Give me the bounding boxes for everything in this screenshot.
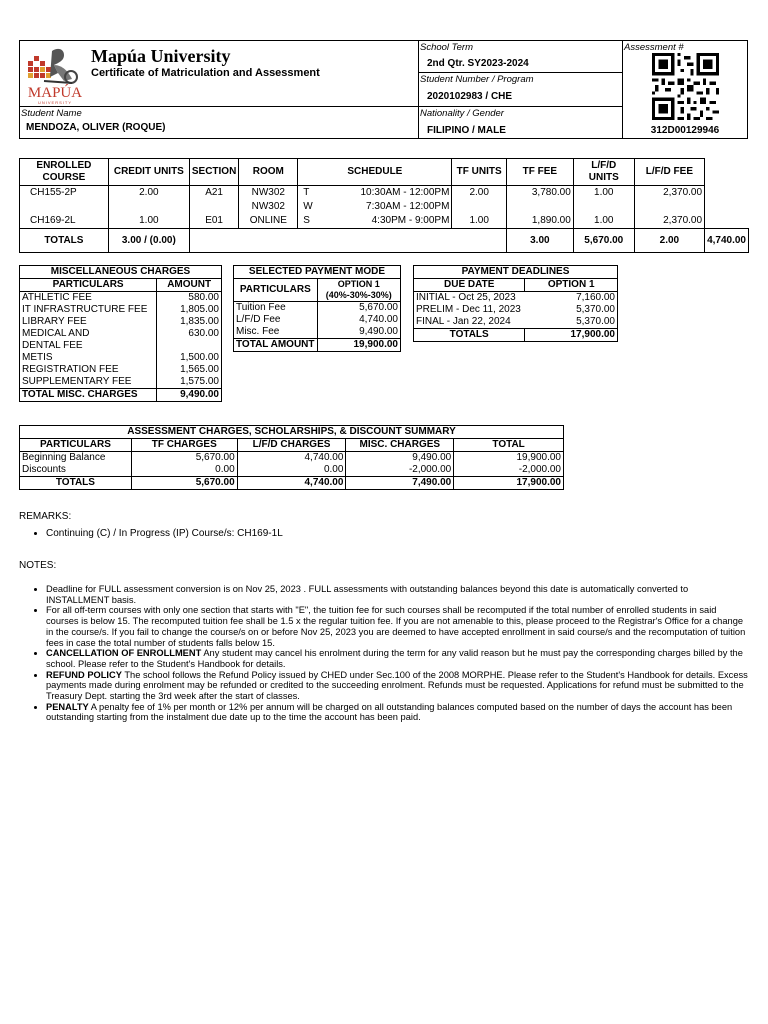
note-title: CANCELLATION OF ENROLLMENT (46, 648, 202, 659)
schedule-day: T (303, 187, 310, 198)
table-row (20, 316, 222, 328)
note-title: REFUND POLICY (46, 669, 122, 680)
school-term-label: School Term (420, 42, 473, 53)
table-row (414, 304, 618, 316)
column-header: PARTICULARS (234, 279, 318, 302)
totals-tf-fee: 5,670.00 (573, 229, 634, 253)
misc-particular: SUPPLEMENTARY FEE (22, 376, 132, 387)
column-header: SCHEDULE (298, 159, 452, 186)
payment-total-label: TOTAL AMOUNT (234, 339, 318, 352)
column-header: OPTION 1 (525, 279, 618, 292)
remark-item: • Continuing (C) / In Progress (IP) Course/s: CH169-1L (46, 527, 283, 540)
summary-lfd: 4,740.00 (237, 452, 346, 465)
column-header: TOTAL (454, 439, 564, 452)
nationality-label: Nationality / Gender (420, 108, 504, 119)
school-term: 2nd Qtr. SY2023-2024 (427, 58, 529, 69)
column-header: CREDIT UNITS (108, 159, 189, 186)
misc-particular: MEDICAL AND DENTAL FEE (22, 328, 90, 351)
summary-misc: -2,000.00 (346, 464, 454, 477)
misc-particular: REGISTRATION FEE (22, 364, 119, 375)
misc-title: MISCELLANEOUS CHARGES (20, 266, 222, 279)
note-item (46, 702, 751, 723)
note-item (46, 648, 751, 669)
summary-total: -2,000.00 (518, 464, 561, 475)
deadlines-total: 17,900.00 (525, 329, 618, 342)
misc-amount: 1,565.00 (157, 364, 222, 376)
table-row (20, 292, 222, 305)
totals-row (20, 229, 749, 253)
lfd-fee (634, 200, 704, 214)
payment-amount: 9,490.00 (317, 326, 400, 339)
column-header: L/F/D CHARGES (237, 439, 346, 452)
table-row (234, 314, 401, 326)
student-number: 2020102983 / CHE (427, 91, 513, 102)
room: ONLINE (239, 214, 298, 229)
document-subtitle: Certificate of Matriculation and Assessment (91, 67, 320, 79)
table-row (20, 186, 749, 201)
schedule (298, 214, 452, 229)
notes-list (19, 584, 751, 723)
table-row (20, 376, 222, 389)
payment-particular: Misc. Fee (236, 326, 280, 337)
column-header: TF UNITS (452, 159, 507, 186)
summary-totals-misc: 7,490.00 (346, 477, 454, 490)
tf-fee: 1,890.00 (506, 214, 573, 229)
misc-particular: IT INFRASTRUCTURE FEE (22, 304, 148, 315)
student-name: MENDOZA, OLIVER (ROQUE) (26, 122, 166, 133)
lfd-fee: 2,370.00 (634, 186, 704, 201)
note-item: • For all off-term courses with only one section that starts with "E", the tuition fee for such courses shall be recomputed if the total number of enrolled students in said courses is below 15. The recomputed tuition fee shall be 1.5 x the regular tuition fee. If you are not amenable to this, please proceed to the Registrar's Office for a change in the course/s. If you fail to change the course/s on or before Nov 25, 2023 you are deemed to have accepted enrollment in said course/s and the recomputation of tuition fees in case the total number of students falls below 15. (46, 605, 751, 648)
payment-mode-title: SELECTED PAYMENT MODE (234, 266, 401, 279)
student-name-label: Student Name (21, 108, 82, 119)
due-amount: 5,370.00 (576, 316, 615, 327)
option-split: (40%-30%-30%) (325, 290, 392, 300)
note-text: The school follows the Refund Policy issued by CHED under Sec.100 of the 2008 MORPHE. Please refer to the Student's Handbook for details. Excess payments made during enrolment may be refunded or credited to the succeeding enrolment. Refunds must be requested. Applications for refund must be submitted to the Treasury Dept. starting the 3rd week after the start of classes. (46, 669, 748, 702)
payment-amount: 4,740.00 (317, 314, 400, 326)
tf-fee: 3,780.00 (506, 186, 573, 201)
enrolled-courses-table (19, 158, 749, 253)
summary-totals-lfd: 4,740.00 (237, 477, 346, 490)
misc-total: 9,490.00 (157, 389, 222, 402)
table-row (20, 304, 222, 316)
lfd-units: 1.00 (573, 186, 634, 201)
schedule-time: 7:30AM - 12:00PM (366, 201, 450, 212)
note-item: • Deadline for FULL assessment conversion is on Nov 25, 2023 . FULL assessments with outstanding balances beyond this date is automatically converted to INSTALLMENT basis. (46, 584, 751, 605)
credit-units: 2.00 (108, 186, 189, 201)
assessment-number: 312D00129946 (650, 125, 720, 136)
note-text: Any student may cancel his enrolment during the term for any valid reason but he must pay the corresponding charges billed by the school. Please refer to the Student's Handbook for details. (46, 648, 743, 669)
table-row (20, 214, 749, 229)
table-row (20, 352, 222, 364)
misc-amount: 1,805.00 (157, 304, 222, 316)
due-date: INITIAL - Oct 25, 2023 (416, 292, 516, 303)
column-header: AMOUNT (157, 279, 222, 292)
lfd-units (573, 200, 634, 214)
totals-units: 3.00 / (0.00) (108, 229, 189, 253)
remarks-list (19, 527, 283, 540)
column-header: TF FEE (506, 159, 573, 186)
totals-tf-units: 3.00 (506, 229, 573, 253)
schedule-time: 4:30PM - 9:00PM (371, 215, 450, 226)
misc-particular: LIBRARY FEE (22, 316, 87, 327)
table-row (414, 316, 618, 329)
misc-particular: METIS (22, 352, 53, 363)
summary-tf: 0.00 (131, 464, 237, 477)
table-row (20, 452, 564, 465)
due-date: PRELIM - Dec 11, 2023 (416, 304, 521, 315)
section: E01 (189, 214, 238, 229)
due-date: FINAL - Jan 22, 2024 (416, 316, 511, 327)
schedule-day: W (303, 201, 313, 212)
due-amount: 7,160.00 (576, 292, 615, 303)
payment-amount: 5,670.00 (317, 302, 400, 315)
assessment-summary-table (19, 425, 564, 490)
payment-mode-table (233, 265, 401, 352)
student-number-label: Student Number / Program (420, 74, 534, 85)
payment-particular: Tuition Fee (236, 302, 286, 313)
misc-particular: ATHLETIC FEE (22, 292, 92, 303)
misc-amount: 1,835.00 (157, 316, 222, 328)
schedule-day: S (303, 215, 310, 226)
totals-blank (189, 229, 506, 253)
misc-amount: 630.00 (157, 328, 222, 352)
column-header: PARTICULARS (20, 439, 132, 452)
summary-totals-tf: 5,670.00 (131, 477, 237, 490)
room: NW302 (239, 186, 298, 201)
summary-misc: 9,490.00 (346, 452, 454, 465)
nationality-gender: FILIPINO / MALE (427, 125, 506, 136)
lfd-fee: 2,370.00 (634, 214, 704, 229)
header-divider (418, 72, 623, 73)
note-text: A penalty fee of 1% per month or 12% per annum will be charged on all outstanding balances computed based on the number of days the account has been outstanding starting from the instalment due date up to the time the account has been paid. (46, 701, 733, 723)
deadlines-total-label: TOTALS (414, 329, 525, 342)
totals-row (234, 339, 401, 352)
university-name: Mapúa University (91, 46, 231, 66)
table-row (234, 302, 401, 315)
tf-fee (506, 200, 573, 214)
column-header: DUE DATE (414, 279, 525, 292)
table-header-row (20, 159, 749, 186)
payment-particular: L/F/D Fee (236, 314, 281, 325)
misc-amount: 1,500.00 (157, 352, 222, 364)
totals-lfd-fee: 4,740.00 (705, 229, 749, 253)
header-divider (19, 106, 419, 107)
column-header: MISC. CHARGES (346, 439, 454, 452)
note-title: PENALTY (46, 701, 89, 712)
remarks-label: REMARKS: (19, 511, 72, 522)
totals-row (20, 477, 564, 490)
totals-row (414, 329, 618, 342)
tf-units: 2.00 (452, 186, 507, 201)
summary-particular: Discounts (20, 464, 132, 477)
option-label: OPTION 1 (337, 279, 380, 289)
header-divider (418, 40, 419, 139)
summary-totals-label: TOTALS (20, 477, 132, 490)
schedule (298, 186, 452, 201)
summary-lfd: 0.00 (237, 464, 346, 477)
misc-charges-table (19, 265, 222, 402)
header-divider (622, 40, 623, 139)
summary-totals-total: 17,900.00 (454, 477, 564, 490)
logo-wordmark: MAPÚA (27, 85, 83, 101)
qr-code-icon (652, 53, 719, 120)
column-header: TF CHARGES (131, 439, 237, 452)
schedule (298, 200, 452, 214)
table-row (414, 292, 618, 305)
column-header: L/F/D UNITS (573, 159, 634, 186)
assessment-label: Assessment # (624, 42, 684, 53)
course-code (20, 200, 109, 214)
due-amount: 5,370.00 (576, 304, 615, 315)
totals-label: TOTALS (20, 229, 109, 253)
payment-deadlines-table (413, 265, 618, 342)
section (189, 200, 238, 214)
table-row (20, 328, 222, 352)
column-header (317, 279, 400, 302)
column-header: ENROLLED COURSE (20, 159, 109, 186)
table-row (234, 326, 401, 339)
table-row (20, 364, 222, 376)
logo-subtext: UNIVERSITY (37, 100, 72, 105)
schedule-time: 10:30AM - 12:00PM (360, 187, 450, 198)
totals-row (20, 389, 222, 402)
column-header: L/F/D FEE (634, 159, 704, 186)
column-header: SECTION (189, 159, 238, 186)
tf-units: 1.00 (452, 214, 507, 229)
section: A21 (189, 186, 238, 201)
totals-lfd-units: 2.00 (634, 229, 704, 253)
misc-total-label: TOTAL MISC. CHARGES (20, 389, 157, 402)
column-header: PARTICULARS (20, 279, 157, 292)
summary-tf: 5,670.00 (131, 452, 237, 465)
course-code: CH169-2L (20, 214, 109, 229)
deadlines-title: PAYMENT DEADLINES (414, 266, 618, 279)
course-code: CH155-2P (20, 186, 109, 201)
misc-amount: 1,575.00 (157, 376, 222, 389)
lfd-units: 1.00 (573, 214, 634, 229)
misc-amount: 580.00 (157, 292, 222, 305)
room: NW302 (239, 200, 298, 214)
payment-total: 19,900.00 (317, 339, 400, 352)
column-header: ROOM (239, 159, 298, 186)
summary-title: ASSESSMENT CHARGES, SCHOLARSHIPS, & DISCOUNT SUMMARY (20, 426, 564, 439)
note-item (46, 670, 751, 702)
credit-units (108, 200, 189, 214)
summary-particular: Beginning Balance (20, 452, 132, 465)
credit-units: 1.00 (108, 214, 189, 229)
notes-label: NOTES: (19, 560, 57, 571)
summary-total: 19,900.00 (516, 452, 561, 463)
header-divider (418, 106, 623, 107)
table-row (20, 464, 564, 477)
tf-units (452, 200, 507, 214)
table-row (20, 200, 749, 214)
